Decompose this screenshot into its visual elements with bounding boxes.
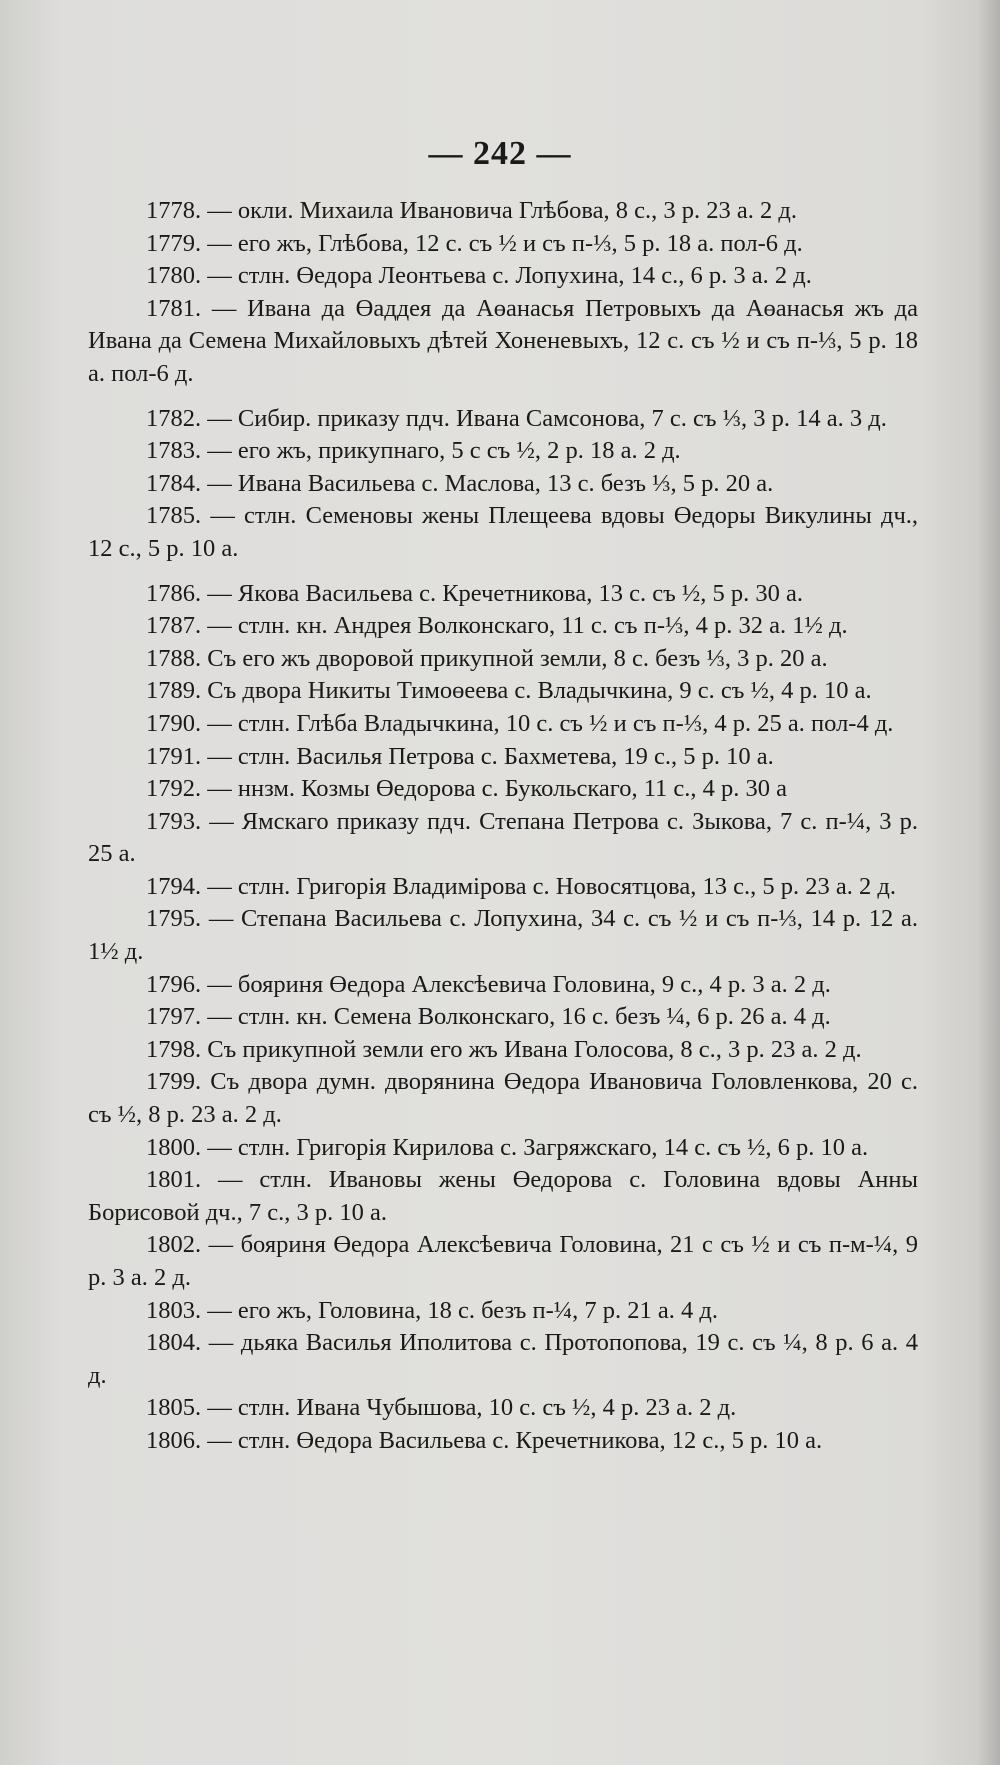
entry-text: — Якова Васильева с. Кречетникова, 13 с. съ ½, 5 р. 30 а. bbox=[207, 579, 804, 607]
entry-number: 1789. bbox=[146, 677, 202, 705]
list-item bbox=[88, 1001, 918, 1034]
entry-text: — стлн. Григорія Владимірова с. Новосятцова, 13 с., 5 р. 23 а. 2 д. bbox=[207, 872, 897, 900]
entry-text: — стлн. Василья Петрова с. Бахметева, 19 с., 5 р. 10 а. bbox=[207, 742, 774, 770]
entry-text: — окли. Михаила Ивановича Глѣбова, 8 с., 3 р. 23 а. 2 д. bbox=[207, 197, 797, 224]
list-item bbox=[88, 435, 918, 468]
entry-text: — Ивана Васильева с. Маслова, 13 с. безъ ⅓, 5 р. 20 а. bbox=[207, 469, 774, 497]
list-item bbox=[88, 1066, 918, 1131]
entry-number: 1791. bbox=[146, 742, 202, 770]
entry-text: — его жъ, Головина, 18 с. безъ п-¼, 7 р. 21 а. 4 д. bbox=[207, 1296, 719, 1324]
entry-number: 1795. bbox=[146, 905, 202, 933]
entry-number: 1805. bbox=[146, 1394, 202, 1422]
entry-text: — Сибир. приказу пдч. Ивана Самсонова, 7 с. съ ⅓, 3 р. 14 а. 3 д. bbox=[207, 404, 887, 432]
entry-number: 1788. bbox=[146, 644, 202, 672]
list-item bbox=[88, 610, 918, 643]
entry-text: — стлн. Өедора Леонтьева с. Лопухина, 14 с., 6 р. 3 а. 2 д. bbox=[207, 262, 812, 290]
entry-text: — стлн. Өедора Васильева с. Кречетникова, 12 с., 5 р. 10 а. bbox=[207, 1426, 823, 1454]
list-item bbox=[88, 741, 918, 774]
list-item bbox=[88, 403, 918, 436]
entry-number: 1783. bbox=[146, 437, 202, 465]
list-item bbox=[88, 1425, 918, 1458]
entry-text: — Ямскаго приказу пдч. Степана Петрова с. Зыкова, 7 с. п-¼, 3 р. 25 а. bbox=[88, 807, 918, 868]
list-item bbox=[88, 500, 918, 565]
entry-text: — стлн. Семеновы жены Плещеева вдовы Өедоры Викулины дч., 12 с., 5 р. 10 а. bbox=[88, 502, 919, 562]
entry-number: 1803. bbox=[146, 1296, 202, 1324]
entry-text: — Ивана да Өаддея да Аөанасья Петровыхъ да Аөанасья жъ да Ивана да Семена Михайловыхъ дѣтей Хоненевыхъ, 12 с. съ ½ и съ п-⅓, 5 р. 18 а. пол-6 д. bbox=[88, 294, 919, 387]
list-item bbox=[88, 578, 918, 611]
entry-text: — дьяка Василья Иполитова с. Протопопова, 19 с. съ ¼, 8 р. 6 а. 4 д. bbox=[88, 1329, 918, 1389]
list-item bbox=[88, 643, 918, 676]
list-item bbox=[88, 228, 918, 261]
entry-number: 1790. bbox=[146, 709, 202, 737]
entry-text: — стлн. Григорія Кирилова с. Загряжскаго, 14 с. съ ½, 6 р. 10 а. bbox=[207, 1133, 869, 1161]
entry-number: 1787. bbox=[146, 612, 202, 640]
entry-text: — стлн. Ивановы жены Өедорова с. Головина вдовы Анны Борисовой дч., 7 с., 3 р. 10 а. bbox=[88, 1166, 918, 1226]
entry-number: 1784. bbox=[146, 469, 202, 497]
list-item bbox=[88, 969, 918, 1002]
entry-number: 1804. bbox=[146, 1329, 202, 1357]
entry-text: — ннзм. Козмы Өедорова с. Букольскаго, 11 с., 4 р. 30 а bbox=[207, 775, 788, 803]
list-item bbox=[88, 675, 918, 708]
entry-number: 1782. bbox=[146, 404, 202, 432]
list-item bbox=[88, 1327, 918, 1392]
entry-number: 1797. bbox=[146, 1003, 202, 1031]
list-item bbox=[88, 1034, 918, 1067]
page-number: — 242 — bbox=[428, 135, 572, 172]
entry-text: — бояриня Өедора Алексѣевича Головина, 21 с съ ½ и съ п-м-¼, 9 р. 3 а. 2 д. bbox=[88, 1231, 918, 1291]
entry-text: — стлн. Ивана Чубышова, 10 с. съ ½, 4 р. 23 а. 2 д. bbox=[207, 1394, 737, 1422]
entry-text: — Степана Васильева с. Лопухина, 34 с. съ ½ и съ п-⅓, 14 р. 12 а. 1½ д. bbox=[88, 905, 918, 966]
entry-text: — его жъ, прикупнаго, 5 с съ ½, 2 р. 18 а. 2 д. bbox=[207, 437, 681, 465]
entry-number: 1794. bbox=[146, 872, 202, 900]
entry-number: 1802. bbox=[146, 1231, 202, 1259]
entry-number: 1781. bbox=[146, 294, 202, 322]
entry-text: Съ двора Никиты Тимоөеева с. Владычкина, 9 с. съ ½, 4 р. 10 а. bbox=[207, 677, 872, 705]
list-item bbox=[88, 260, 918, 293]
list-item bbox=[88, 293, 918, 391]
list-item bbox=[88, 871, 918, 904]
entry-number: 1799. bbox=[146, 1068, 202, 1096]
entry-number: 1786. bbox=[146, 579, 202, 607]
entry-text: Съ прикупной земли его жъ Ивана Голосова, 8 с., 3 р. 23 а. 2 д. bbox=[207, 1035, 862, 1063]
entry-text: — стлн. Глѣба Владычкина, 10 с. съ ½ и съ п-⅓, 4 р. 25 а. пол-4 д. bbox=[207, 709, 894, 737]
entry-number: 1796. bbox=[146, 970, 202, 998]
entry-number: 1778. bbox=[146, 197, 202, 224]
page-edge-shadow bbox=[978, 0, 1000, 1765]
entry-list bbox=[88, 195, 918, 1458]
list-item bbox=[88, 468, 918, 501]
list-item bbox=[88, 708, 918, 741]
list-item bbox=[88, 1164, 918, 1229]
entry-text: Съ его жъ дворовой прикупной земли, 8 с. безъ ⅓, 3 р. 20 а. bbox=[207, 644, 828, 672]
list-item bbox=[88, 806, 918, 871]
list-item bbox=[88, 903, 918, 968]
list-item bbox=[88, 1392, 918, 1425]
list-item bbox=[88, 1295, 918, 1328]
entry-text: — стлн. кн. Андрея Волконскаго, 11 с. съ п-⅓, 4 р. 32 а. 1½ д. bbox=[207, 612, 848, 640]
entry-text: Съ двора думн. дворянина Өедора Ивановича Головленкова, 20 с. съ ½, 8 р. 23 а. 2 д. bbox=[88, 1068, 918, 1129]
entry-number: 1779. bbox=[146, 229, 202, 257]
entry-number: 1793. bbox=[146, 807, 202, 835]
list-item bbox=[88, 773, 918, 806]
list-item bbox=[88, 1132, 918, 1165]
entry-number: 1801. bbox=[146, 1166, 202, 1194]
entry-number: 1806. bbox=[146, 1426, 202, 1454]
entry-number: 1800. bbox=[146, 1133, 202, 1161]
list-item bbox=[88, 1229, 918, 1294]
entry-text: — бояриня Өедора Алексѣевича Головина, 9 с., 4 р. 3 а. 2 д. bbox=[207, 970, 831, 998]
list-item bbox=[88, 195, 918, 228]
entry-number: 1798. bbox=[146, 1035, 202, 1063]
entry-text: — его жъ, Глѣбова, 12 с. съ ½ и съ п-⅓, 5 р. 18 а. пол-6 д. bbox=[207, 229, 803, 257]
entry-number: 1780. bbox=[146, 262, 202, 290]
entry-number: 1792. bbox=[146, 775, 202, 803]
entry-text: — стлн. кн. Семена Волконскаго, 16 с. безъ ¼, 6 р. 26 а. 4 д. bbox=[207, 1003, 831, 1031]
entry-number: 1785. bbox=[146, 502, 202, 530]
